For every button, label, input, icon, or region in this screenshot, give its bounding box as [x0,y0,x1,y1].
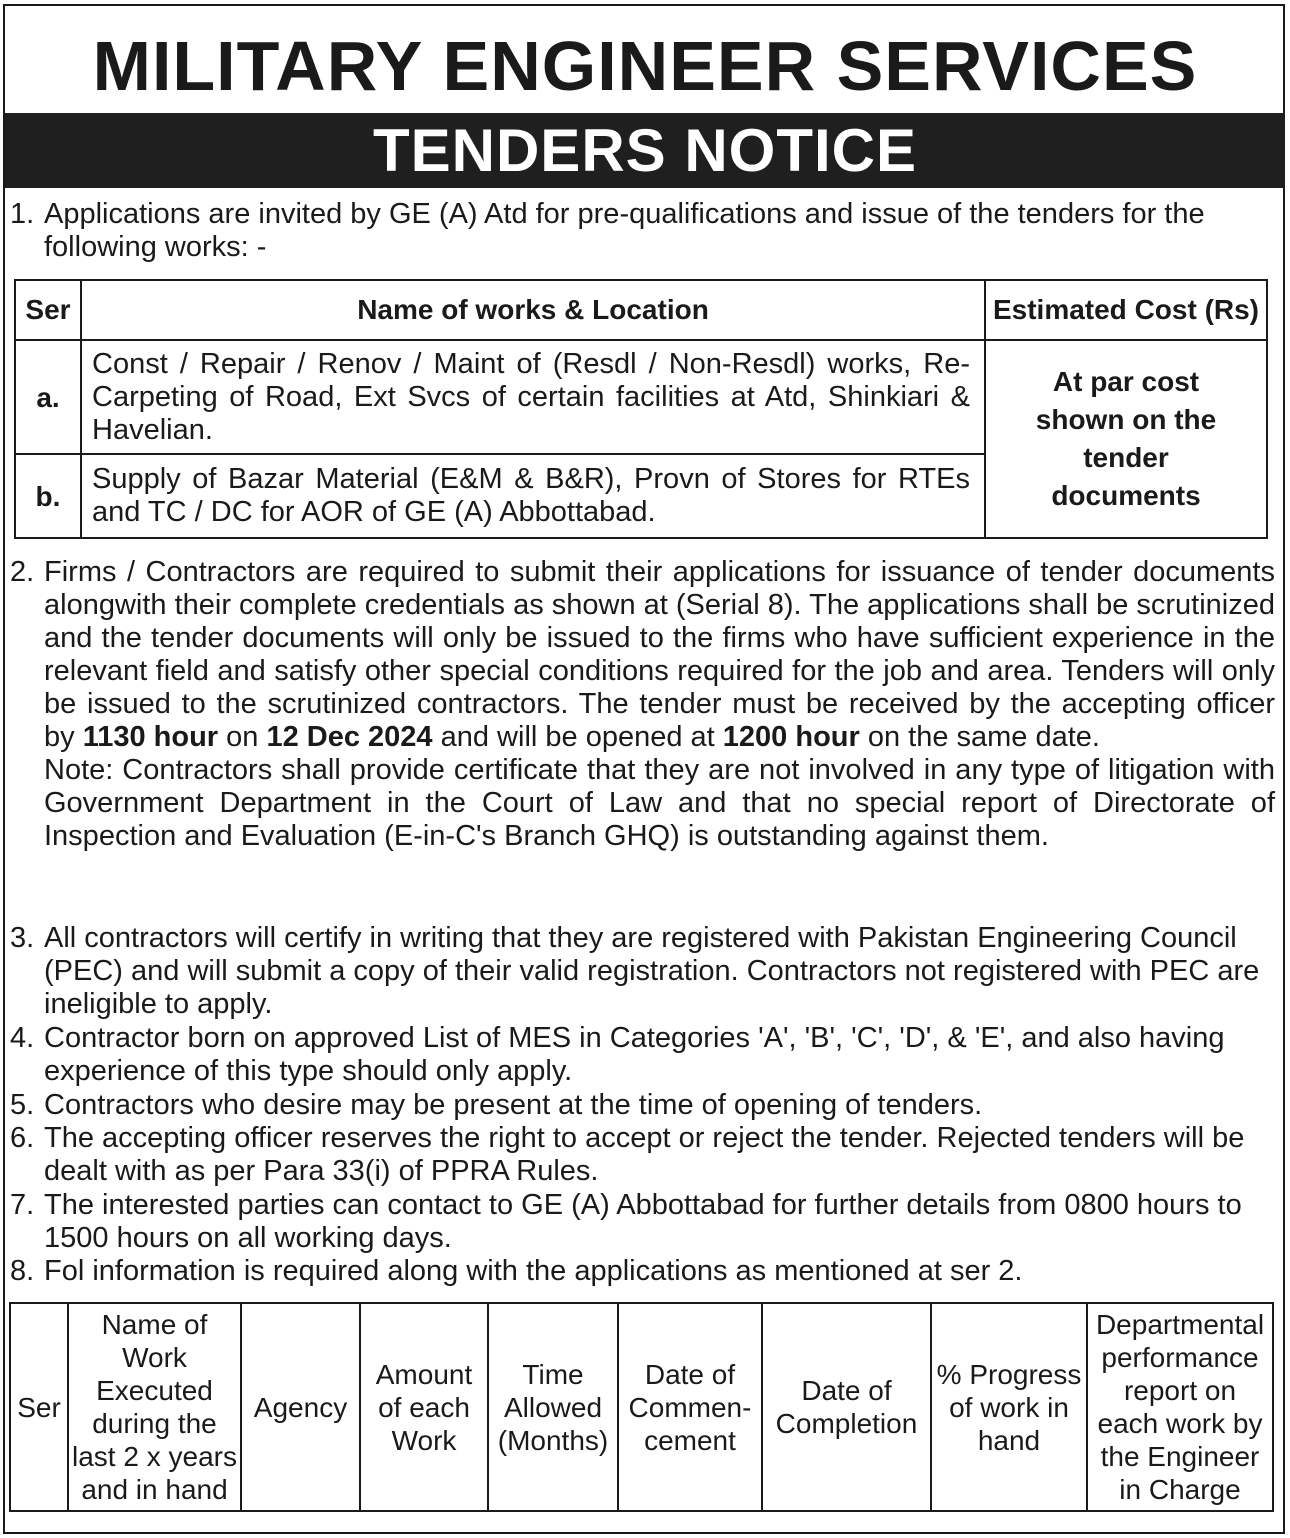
table-header-row [10,1303,1273,1511]
opening-time: 1200 hour [722,721,860,753]
paragraph-text-part: Firms / Contractors are required to submit their applications for issuance of tender documents alongwith their complete credentials as shown at (Serial 8). The applications shall be scrutinized and the tender documents will only be issued to the firms who have sufficient experience in the relevant field and satisfy other special conditions required for the job and area. Tenders will only be issued to the scrutinized contractors. The tender must be received by the accepting officer by [44,556,1275,753]
header-performance-report: Departmental performance report on each work by the Engineer in Charge [1087,1303,1273,1511]
paragraph-2 [10,556,1275,853]
row-ser: a. [15,340,81,454]
title-band [5,113,1285,188]
submission-date: 12 Dec 2024 [266,721,433,753]
row-ser: b. [15,454,81,538]
row-name: Supply of Bazar Material (E&M & B&R), Provn of Stores for RTEs and TC / DC for AOR of GE (A) Abbottabad. [81,454,985,538]
paragraph-1 [10,198,1275,264]
header-date-of-commencement: Date of Commen-cement [618,1303,762,1511]
header-name-of-work: Name of Work Executed during the last 2 x years and in hand [68,1303,241,1511]
paragraph-text: Fol information is required along with the applications as mentioned at ser 2. [44,1255,1023,1287]
submission-time: 1130 hour [82,721,219,753]
paragraph-text: The interested parties can contact to GE (A) Abbottabad for further details from 0800 hours to 1500 hours on all working days. [44,1189,1242,1254]
notice-subtitle: TENDERS NOTICE [372,117,918,184]
paragraph-5 [10,1089,1275,1122]
paragraph-number: 1. [10,198,35,230]
row-name: Const / Repair / Renov / Maint of (Resdl / Non-Resdl) works, Re-Carpeting of Road, Ext Svcs of certain facilities at Atd, Shinkiari & Havelian. [81,340,985,454]
paragraph-4 [10,1022,1275,1088]
information-table [9,1302,1274,1512]
paragraph-number: 8. [10,1255,35,1287]
estimated-cost-cell [985,340,1267,538]
paragraph-text [44,556,1275,754]
paragraph-text: Applications are invited by GE (A) Atd for pre-qualifications and issue of the tenders for the following works: - [44,198,1205,263]
paragraph-number: 4. [10,1022,35,1054]
table-header-row [15,280,1267,340]
paragraph-7 [10,1189,1275,1255]
header-name-of-works: Name of works & Location [81,280,985,340]
paragraph-text: The accepting officer reserves the right to accept or reject the tender. Rejected tenders will be dealt with as per Para 33(i) of PPRA Rules. [44,1122,1245,1187]
paragraph-number: 6. [10,1122,35,1154]
paragraph-8 [10,1255,1275,1288]
table-row [15,340,1267,454]
header-ser: Ser [15,280,81,340]
header-agency: Agency [241,1303,360,1511]
header-estimated-cost: Estimated Cost (Rs) [985,280,1267,340]
paragraph-number: 3. [10,922,35,954]
paragraph-number: 5. [10,1089,35,1121]
estimated-cost-text: At par cost shown on the tender documents [1035,366,1217,511]
paragraph-text: Contractor born on approved List of MES in Categories 'A', 'B', 'C', 'D', & 'E', and also having experience of this type should only apply. [44,1022,1225,1087]
paragraph-number: 2. [10,556,35,588]
notice-title: MILITARY ENGINEER SERVICES [92,27,1198,105]
paragraph-number: 7. [10,1189,35,1221]
header-amount: Amount of each Work [360,1303,488,1511]
header-date-of-completion: Date of Completion [762,1303,931,1511]
paragraph-text-part: on the same date. [859,721,1100,753]
header-progress: % Progress of work in hand [931,1303,1087,1511]
header-ser: Ser [10,1303,68,1511]
header-time-allowed: Time Allowed (Months) [488,1303,618,1511]
paragraph-text: Contractors who desire may be present at the time of opening of tenders. [44,1089,983,1121]
paragraph-note: Note: Contractors shall provide certificate that they are not involved in any type of litigation with Government Department in the Court of Law and that no special report of Directorate of Inspection and Evaluation (E-in-C's Branch GHQ) is outstanding against them. [44,754,1275,852]
paragraph-6 [10,1122,1275,1188]
paragraph-text: All contractors will certify in writing that they are registered with Pakistan Engineering Council (PEC) and will submit a copy of their valid registration. Contractors not registered with PEC are ineligible to apply. [44,922,1260,1020]
paragraph-3 [10,922,1275,1021]
paragraph-text-part: and will be opened at [432,721,723,753]
paragraph-text-part: on [218,721,267,753]
works-table [14,279,1268,539]
